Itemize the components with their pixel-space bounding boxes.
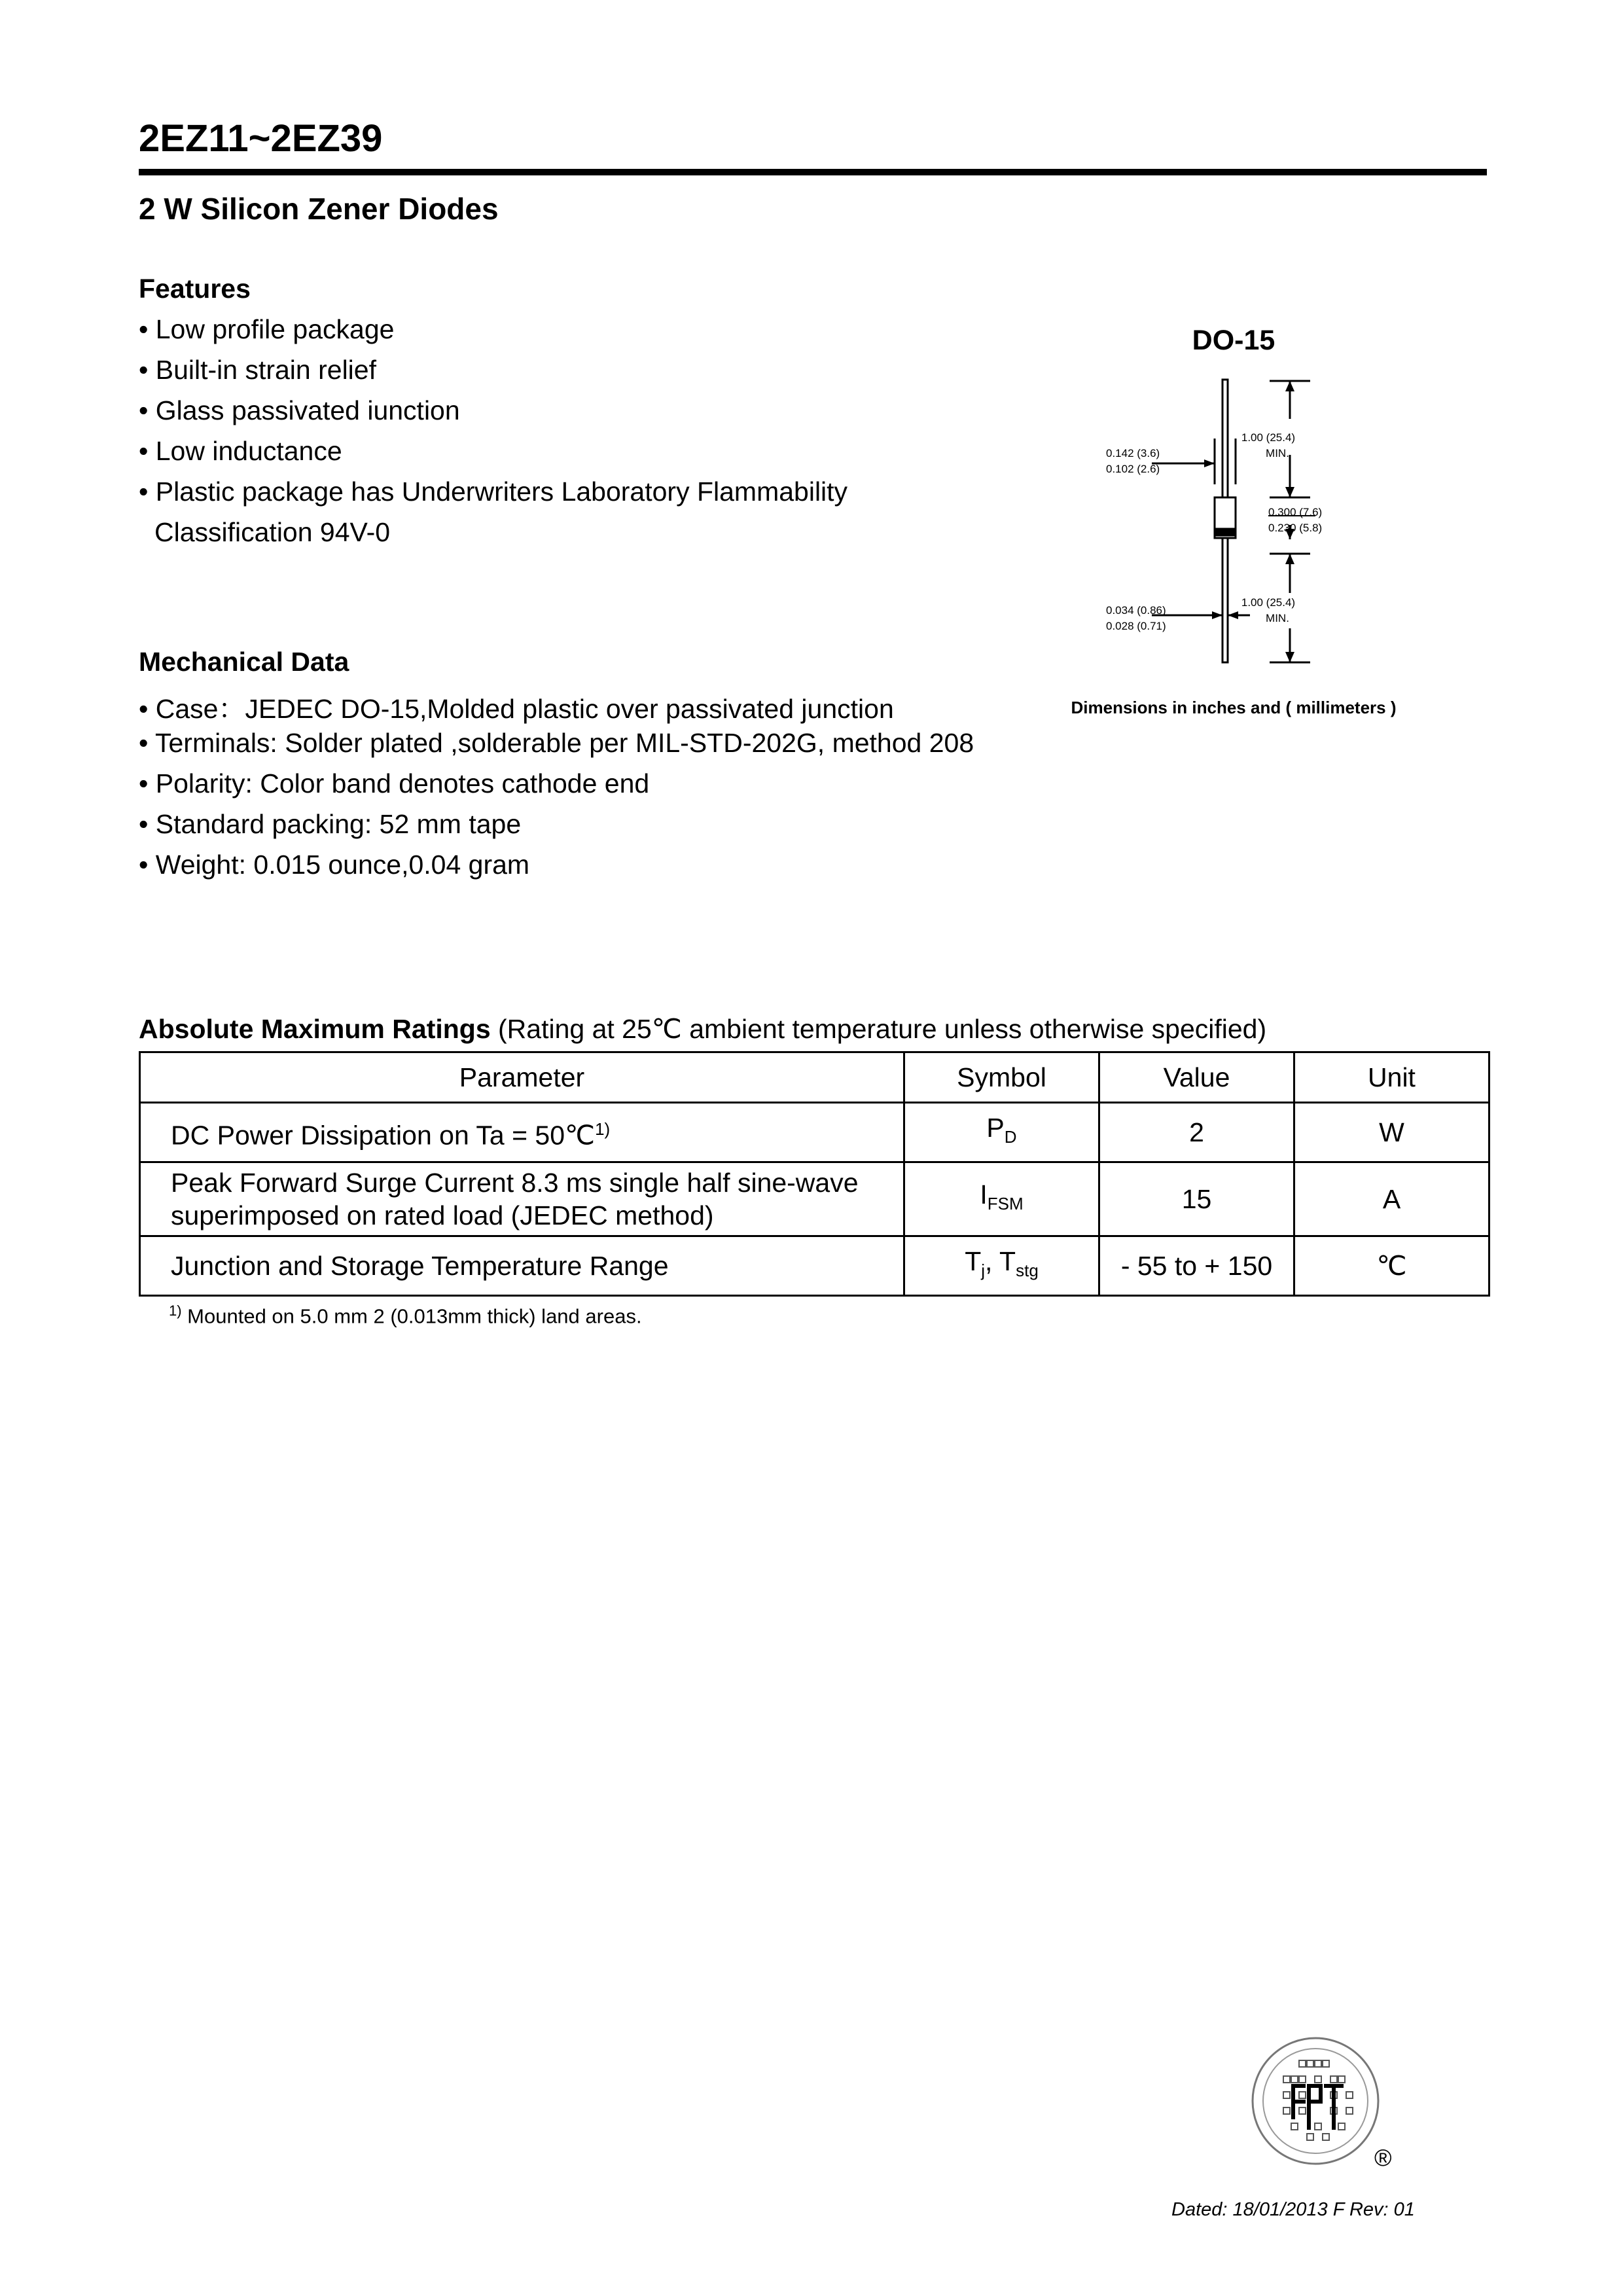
param-footnote-ref: 1) bbox=[595, 1119, 611, 1139]
symbol-cell bbox=[904, 1236, 1099, 1296]
mechanical-item: • Weight: 0.015 ounce,0.04 gram bbox=[139, 850, 530, 880]
symbol-text: P bbox=[986, 1112, 1005, 1143]
feature-item: • Low profile package bbox=[139, 314, 395, 344]
document-subtitle: 2 W Silicon Zener Diodes bbox=[139, 192, 499, 226]
dim-body-dia-2: 0.102 (2.6) bbox=[1106, 463, 1160, 475]
ratings-heading: Absolute Maximum Ratings bbox=[139, 1014, 491, 1044]
param-text: DC Power Dissipation on Ta = 50℃ bbox=[171, 1120, 596, 1151]
symbol-cell bbox=[904, 1103, 1099, 1162]
mechanical-item: • Polarity: Color band denotes cathode end bbox=[139, 768, 650, 798]
features-heading: Features bbox=[139, 274, 251, 304]
feature-item: • Glass passivated iunction bbox=[139, 395, 460, 425]
dim-lead-bot-1: 1.00 (25.4) bbox=[1241, 596, 1296, 609]
footnote-text: Mounted on 5.0 mm 2 (0.013mm thick) land areas. bbox=[181, 1304, 642, 1328]
feature-item: Classification 94V-0 bbox=[154, 517, 391, 547]
value-cell: - 55 to + 150 bbox=[1099, 1236, 1294, 1296]
mechanical-item: • Terminals: Solder plated ,solderable per MIL-STD-202G, method 208 bbox=[139, 728, 974, 758]
cathode-band bbox=[1215, 529, 1236, 535]
table-row bbox=[140, 1162, 1489, 1236]
feature-item: • Built-in strain relief bbox=[139, 355, 376, 385]
ratings-table bbox=[139, 1051, 1490, 1297]
ratings-heading-line bbox=[139, 1013, 1266, 1045]
value-cell: 15 bbox=[1099, 1162, 1294, 1236]
symbol-text: I bbox=[980, 1179, 988, 1210]
dim-body-len-2: 0.230 (5.8) bbox=[1268, 522, 1323, 534]
value-cell: 2 bbox=[1099, 1103, 1294, 1162]
symbol-subscript: FSM bbox=[987, 1194, 1024, 1214]
dim-lead-top-1: 1.00 (25.4) bbox=[1241, 431, 1296, 444]
col-header-symbol: Symbol bbox=[904, 1052, 1099, 1103]
table-row bbox=[140, 1103, 1489, 1162]
symbol-subscript: D bbox=[1004, 1127, 1017, 1147]
mechanical-heading: Mechanical Data bbox=[139, 647, 349, 677]
table-header-row bbox=[140, 1052, 1489, 1103]
dim-lead-top-2: MIN. bbox=[1266, 447, 1289, 459]
table-row bbox=[140, 1236, 1489, 1296]
do15-outline-drawing bbox=[1041, 321, 1499, 740]
footnote-mark: 1) bbox=[169, 1302, 182, 1319]
param-cell: Junction and Storage Temperature Range bbox=[140, 1236, 904, 1296]
param-text: Peak Forward Surge Current 8.3 ms single half sine-wave bbox=[171, 1168, 859, 1198]
symbol-cell bbox=[904, 1162, 1099, 1236]
bottom-lead bbox=[1222, 538, 1228, 662]
dim-lead-bot-2: MIN. bbox=[1266, 612, 1289, 624]
col-header-unit: Unit bbox=[1294, 1052, 1489, 1103]
dim-body-len-1: 0.300 (7.6) bbox=[1268, 506, 1323, 518]
table-footnote bbox=[169, 1302, 642, 1328]
package-name: DO-15 bbox=[1192, 325, 1275, 356]
unit-cell: ℃ bbox=[1294, 1236, 1489, 1296]
dim-body-dia-1: 0.142 (3.6) bbox=[1106, 447, 1160, 459]
dim-lead-dia-1: 0.034 (0.86) bbox=[1106, 604, 1166, 617]
document-title: 2EZ11~2EZ39 bbox=[139, 117, 383, 160]
symbol-text: , T bbox=[985, 1246, 1016, 1276]
mechanical-item: • Standard packing: 52 mm tape bbox=[139, 809, 522, 839]
param-text: superimposed on rated load (JEDEC method) bbox=[171, 1200, 714, 1230]
col-header-parameter: Parameter bbox=[140, 1052, 904, 1103]
param-cell bbox=[140, 1103, 904, 1162]
feature-item: • Low inductance bbox=[139, 436, 342, 466]
registered-mark: ® bbox=[1374, 2144, 1392, 2171]
symbol-text: T bbox=[965, 1246, 982, 1276]
title-rule bbox=[139, 169, 1487, 175]
param-cell bbox=[140, 1162, 904, 1236]
symbol-subscript: stg bbox=[1016, 1261, 1039, 1281]
ratings-condition: (Rating at 25℃ ambient temperature unless otherwise specified) bbox=[490, 1014, 1267, 1044]
symbol-subscript: j bbox=[981, 1261, 986, 1281]
unit-cell: W bbox=[1294, 1103, 1489, 1162]
mechanical-item: • Case：JEDEC DO-15,Molded plastic over passivated junction bbox=[139, 694, 894, 724]
dimensions-note: Dimensions in inches and ( millimeters ) bbox=[1071, 698, 1397, 717]
dim-lead-dia-2: 0.028 (0.71) bbox=[1106, 620, 1166, 632]
col-header-value: Value bbox=[1099, 1052, 1294, 1103]
dated-revision: Dated: 18/01/2013 F Rev: 01 bbox=[1171, 2199, 1415, 2220]
feature-item: • Plastic package has Underwriters Laboratory Flammability bbox=[139, 476, 848, 507]
unit-cell: A bbox=[1294, 1162, 1489, 1236]
top-lead bbox=[1222, 380, 1228, 497]
